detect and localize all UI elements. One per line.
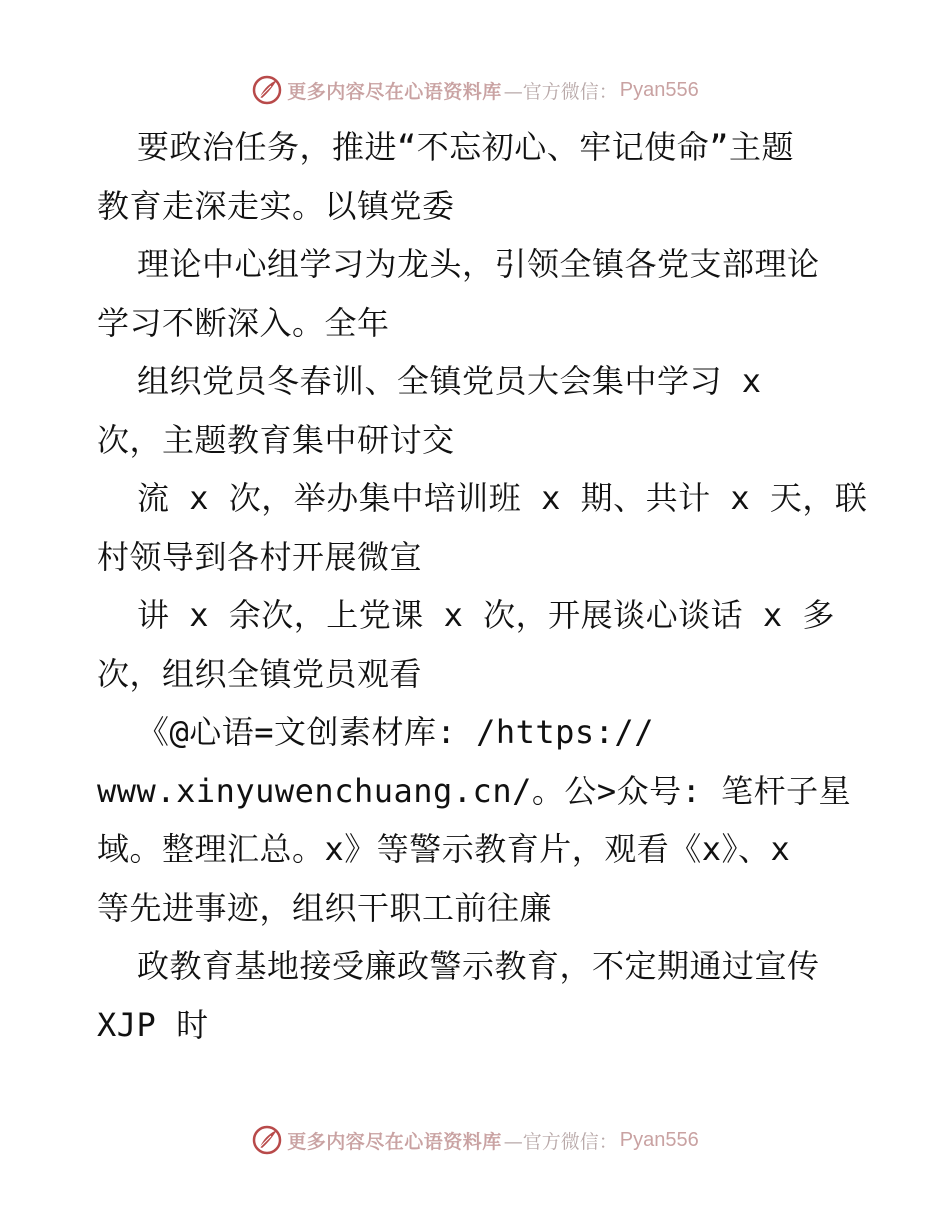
body-line-6: 次，主题教育集中研讨交 <box>97 420 455 459</box>
banner-slogan: 更多内容尽在心语资料库 <box>287 80 502 103</box>
footer-banner <box>0 1120 950 1160</box>
body-line-15: 政教育基地接受廉政警示教育，不定期通过宣传 <box>137 947 820 985</box>
footer-slogan: 更多内容尽在心语资料库 <box>287 1130 502 1153</box>
feather-pen-logo-icon <box>251 74 283 106</box>
body-line-3: 理论中心组学习为龙头，引领全镇各党支部理论 <box>137 245 820 283</box>
body-line-12: www.xinyuwenchuang.cn/。公>众号: 笔杆子星 <box>97 771 852 810</box>
body-line-11: 《@心语=文创素材库: /https:// <box>137 713 654 751</box>
body-line-5: 组织党员冬春训、全镇党员大会集中学习 x <box>137 362 762 400</box>
banner-wechat-id: Pyan556 <box>619 78 699 101</box>
body-line-7: 流 x 次，举办集中培训班 x 期、共计 x 天，联 <box>137 479 868 517</box>
footer-wechat-id: Pyan556 <box>619 1128 699 1151</box>
body-line-16: XJP 时 <box>97 1005 209 1044</box>
body-line-2: 教育走深走实。以镇党委 <box>97 186 455 225</box>
body-line-9: 讲 x 余次，上党课 x 次，开展谈心谈话 x 多 <box>137 596 835 634</box>
body-line-13: 域。整理汇总。x》等警示教育片，观看《x》、x <box>97 830 791 868</box>
body-line-14: 等先进事迹，组织干职工前往廉 <box>97 888 553 927</box>
feather-pen-logo-icon <box>251 1124 283 1156</box>
body-line-1: 要政治任务，推进“不忘初心、牢记使命”主题 <box>137 128 795 166</box>
header-banner <box>0 70 950 110</box>
body-line-10: 次，组织全镇党员观看 <box>97 654 423 693</box>
body-line-4: 学习不断深入。全年 <box>97 303 390 342</box>
footer-official-label: —官方微信： <box>503 1130 618 1153</box>
banner-official-label: —官方微信： <box>503 80 618 103</box>
document-body <box>97 118 867 1054</box>
body-line-8: 村领导到各村开展微宣 <box>97 537 423 576</box>
